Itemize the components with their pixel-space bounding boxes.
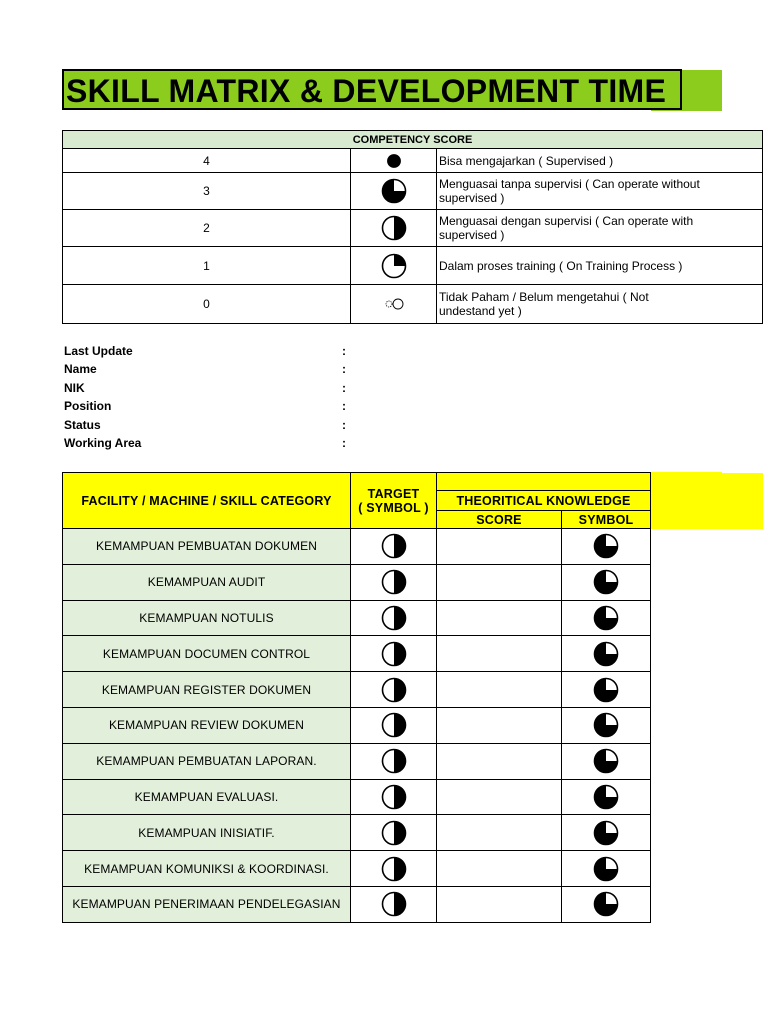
score-cell[interactable] bbox=[437, 707, 562, 743]
competency-description-line: Tidak Paham / Belum mengetahui ( Not bbox=[439, 290, 649, 304]
target-column-header bbox=[351, 473, 437, 529]
info-label: NIK bbox=[64, 380, 85, 395]
empty-circle-icon bbox=[381, 291, 407, 317]
info-label: Status bbox=[64, 417, 101, 432]
skill-matrix-table bbox=[62, 472, 763, 923]
three-quarter-circle-icon bbox=[593, 820, 619, 846]
skill-category: KEMAMPUAN PEMBUATAN LAPORAN. bbox=[63, 743, 351, 779]
target-symbol-cell bbox=[351, 529, 437, 565]
target-symbol-cell bbox=[351, 743, 437, 779]
three-quarter-circle-icon bbox=[593, 641, 619, 667]
three-quarter-circle-icon bbox=[593, 856, 619, 882]
half-circle-icon bbox=[381, 891, 407, 917]
target-symbol-cell bbox=[351, 672, 437, 708]
competency-row bbox=[63, 247, 763, 285]
competency-description-line: Dalam proses training ( On Training Process ) bbox=[439, 258, 683, 273]
three-quarter-circle-icon bbox=[381, 178, 407, 204]
symbol-cell bbox=[562, 779, 651, 815]
competency-symbol bbox=[351, 149, 437, 173]
target-symbol-cell bbox=[351, 636, 437, 672]
half-circle-icon bbox=[381, 569, 407, 595]
half-circle-icon bbox=[381, 784, 407, 810]
competency-description bbox=[437, 247, 763, 285]
offscreen-cell bbox=[651, 672, 763, 708]
offscreen-cell bbox=[651, 886, 763, 922]
quarter-circle-icon bbox=[381, 253, 407, 279]
competency-description bbox=[437, 285, 763, 324]
competency-symbol bbox=[351, 247, 437, 285]
target-header-line2: ( SYMBOL ) bbox=[358, 500, 429, 515]
target-symbol-cell bbox=[351, 851, 437, 887]
competency-score: 4 bbox=[63, 149, 351, 173]
score-cell[interactable] bbox=[437, 636, 562, 672]
offscreen-cell bbox=[651, 529, 763, 565]
three-quarter-circle-icon bbox=[593, 605, 619, 631]
competency-header: COMPETENCY SCORE bbox=[63, 131, 763, 149]
three-quarter-circle-icon bbox=[593, 712, 619, 738]
info-separator: : bbox=[342, 344, 346, 358]
competency-description-line: undestand yet ) bbox=[439, 304, 522, 318]
score-cell[interactable] bbox=[437, 564, 562, 600]
symbol-cell bbox=[562, 743, 651, 779]
target-header-line1: TARGET bbox=[367, 486, 420, 501]
target-symbol-cell bbox=[351, 564, 437, 600]
three-quarter-circle-icon bbox=[593, 677, 619, 703]
competency-description bbox=[437, 149, 763, 173]
info-label: Name bbox=[64, 362, 97, 377]
info-label: Working Area bbox=[64, 435, 142, 450]
offscreen-cell bbox=[651, 743, 763, 779]
info-separator: : bbox=[342, 435, 346, 450]
skill-category: KEMAMPUAN KOMUNIKSI & KOORDINASI. bbox=[63, 851, 351, 887]
half-circle-icon bbox=[381, 533, 407, 559]
table-row bbox=[63, 779, 763, 815]
theory-knowledge-header: THEORITICAL KNOWLEDGE bbox=[437, 491, 651, 511]
competency-score: 1 bbox=[63, 247, 351, 285]
offscreen-cell bbox=[651, 815, 763, 851]
page-title: SKILL MATRIX & DEVELOPMENT TIME bbox=[66, 73, 667, 109]
competency-description-line: supervised ) bbox=[439, 228, 505, 242]
target-symbol-cell bbox=[351, 815, 437, 851]
category-column-header: FACILITY / MACHINE / SKILL CATEGORY bbox=[63, 473, 351, 529]
competency-symbol bbox=[351, 173, 437, 210]
table-row bbox=[63, 815, 763, 851]
half-circle-icon bbox=[381, 677, 407, 703]
symbol-cell bbox=[562, 564, 651, 600]
skill-category: KEMAMPUAN REGISTER DOKUMEN bbox=[63, 672, 351, 708]
skill-category: KEMAMPUAN PEMBUATAN DOKUMEN bbox=[63, 529, 351, 565]
target-symbol-cell bbox=[351, 600, 437, 636]
skill-category: KEMAMPUAN INISIATIF. bbox=[63, 815, 351, 851]
symbol-column-header: SYMBOL bbox=[562, 511, 651, 529]
skill-category: KEMAMPUAN EVALUASI. bbox=[63, 779, 351, 815]
offscreen-cell bbox=[651, 600, 763, 636]
competency-description bbox=[437, 173, 763, 210]
target-symbol-cell bbox=[351, 779, 437, 815]
table-row bbox=[63, 672, 763, 708]
score-cell[interactable] bbox=[437, 743, 562, 779]
offscreen-cell bbox=[651, 779, 763, 815]
table-row bbox=[63, 743, 763, 779]
full-circle-icon bbox=[384, 151, 404, 171]
score-cell[interactable] bbox=[437, 672, 562, 708]
competency-description-line: supervised ) bbox=[439, 191, 505, 205]
competency-score: 2 bbox=[63, 210, 351, 247]
table-row bbox=[63, 529, 763, 565]
symbol-cell bbox=[562, 886, 651, 922]
header-spacer bbox=[651, 473, 763, 529]
table-row bbox=[63, 851, 763, 887]
symbol-cell bbox=[562, 672, 651, 708]
three-quarter-circle-icon bbox=[593, 748, 619, 774]
competency-score: 0 bbox=[63, 285, 351, 324]
symbol-cell bbox=[562, 529, 651, 565]
half-circle-icon bbox=[381, 820, 407, 846]
competency-row bbox=[63, 173, 763, 210]
skill-category: KEMAMPUAN DOCUMEN CONTROL bbox=[63, 636, 351, 672]
offscreen-cell bbox=[651, 707, 763, 743]
symbol-cell bbox=[562, 851, 651, 887]
three-quarter-circle-icon bbox=[593, 784, 619, 810]
three-quarter-circle-icon bbox=[593, 569, 619, 595]
title-banner bbox=[62, 69, 682, 110]
offscreen-cell bbox=[651, 636, 763, 672]
score-column-header: SCORE bbox=[437, 511, 562, 529]
competency-description-line: Menguasai dengan supervisi ( Can operate with bbox=[439, 214, 694, 228]
symbol-cell bbox=[562, 636, 651, 672]
table-row bbox=[63, 707, 763, 743]
symbol-cell bbox=[562, 600, 651, 636]
skill-category: KEMAMPUAN PENERIMAAN PENDELEGASIAN bbox=[63, 886, 351, 922]
score-cell[interactable] bbox=[437, 815, 562, 851]
competency-score: 3 bbox=[63, 173, 351, 210]
table-row bbox=[63, 564, 763, 600]
table-row bbox=[63, 600, 763, 636]
competency-score-table bbox=[62, 130, 763, 324]
table-row bbox=[63, 886, 763, 922]
info-separator: : bbox=[342, 362, 346, 377]
score-cell[interactable] bbox=[437, 851, 562, 887]
symbol-cell bbox=[562, 815, 651, 851]
half-circle-icon bbox=[381, 748, 407, 774]
skill-category: KEMAMPUAN AUDIT bbox=[63, 564, 351, 600]
offscreen-cell bbox=[651, 851, 763, 887]
half-circle-icon bbox=[381, 641, 407, 667]
competency-header-row bbox=[63, 131, 763, 149]
skill-category: KEMAMPUAN NOTULIS bbox=[63, 600, 351, 636]
skill-category: KEMAMPUAN REVIEW DOKUMEN bbox=[63, 707, 351, 743]
competency-row bbox=[63, 149, 763, 173]
competency-description-line: Bisa mengajarkan ( Supervised ) bbox=[439, 153, 614, 168]
competency-description-line: Menguasai tanpa supervisi ( Can operate without bbox=[439, 177, 700, 191]
score-cell[interactable] bbox=[437, 600, 562, 636]
three-quarter-circle-icon bbox=[593, 533, 619, 559]
info-separator: : bbox=[342, 417, 346, 432]
target-symbol-cell bbox=[351, 707, 437, 743]
info-label: Position bbox=[64, 399, 112, 414]
half-circle-icon bbox=[381, 856, 407, 882]
half-circle-icon bbox=[381, 215, 407, 241]
offscreen-cell bbox=[651, 564, 763, 600]
score-cell[interactable] bbox=[437, 886, 562, 922]
competency-row bbox=[63, 285, 763, 324]
competency-symbol bbox=[351, 285, 437, 324]
table-row bbox=[63, 636, 763, 672]
info-separator: : bbox=[342, 380, 346, 395]
score-cell[interactable] bbox=[437, 529, 562, 565]
competency-symbol bbox=[351, 210, 437, 247]
info-separator: : bbox=[342, 399, 346, 414]
target-symbol-cell bbox=[351, 886, 437, 922]
symbol-cell bbox=[562, 707, 651, 743]
score-cell[interactable] bbox=[437, 779, 562, 815]
three-quarter-circle-icon bbox=[593, 891, 619, 917]
info-label: Last Update bbox=[64, 344, 133, 358]
competency-description bbox=[437, 210, 763, 247]
half-circle-icon bbox=[381, 712, 407, 738]
competency-row bbox=[63, 210, 763, 247]
half-circle-icon bbox=[381, 605, 407, 631]
theory-header-top-spacer bbox=[437, 473, 651, 491]
